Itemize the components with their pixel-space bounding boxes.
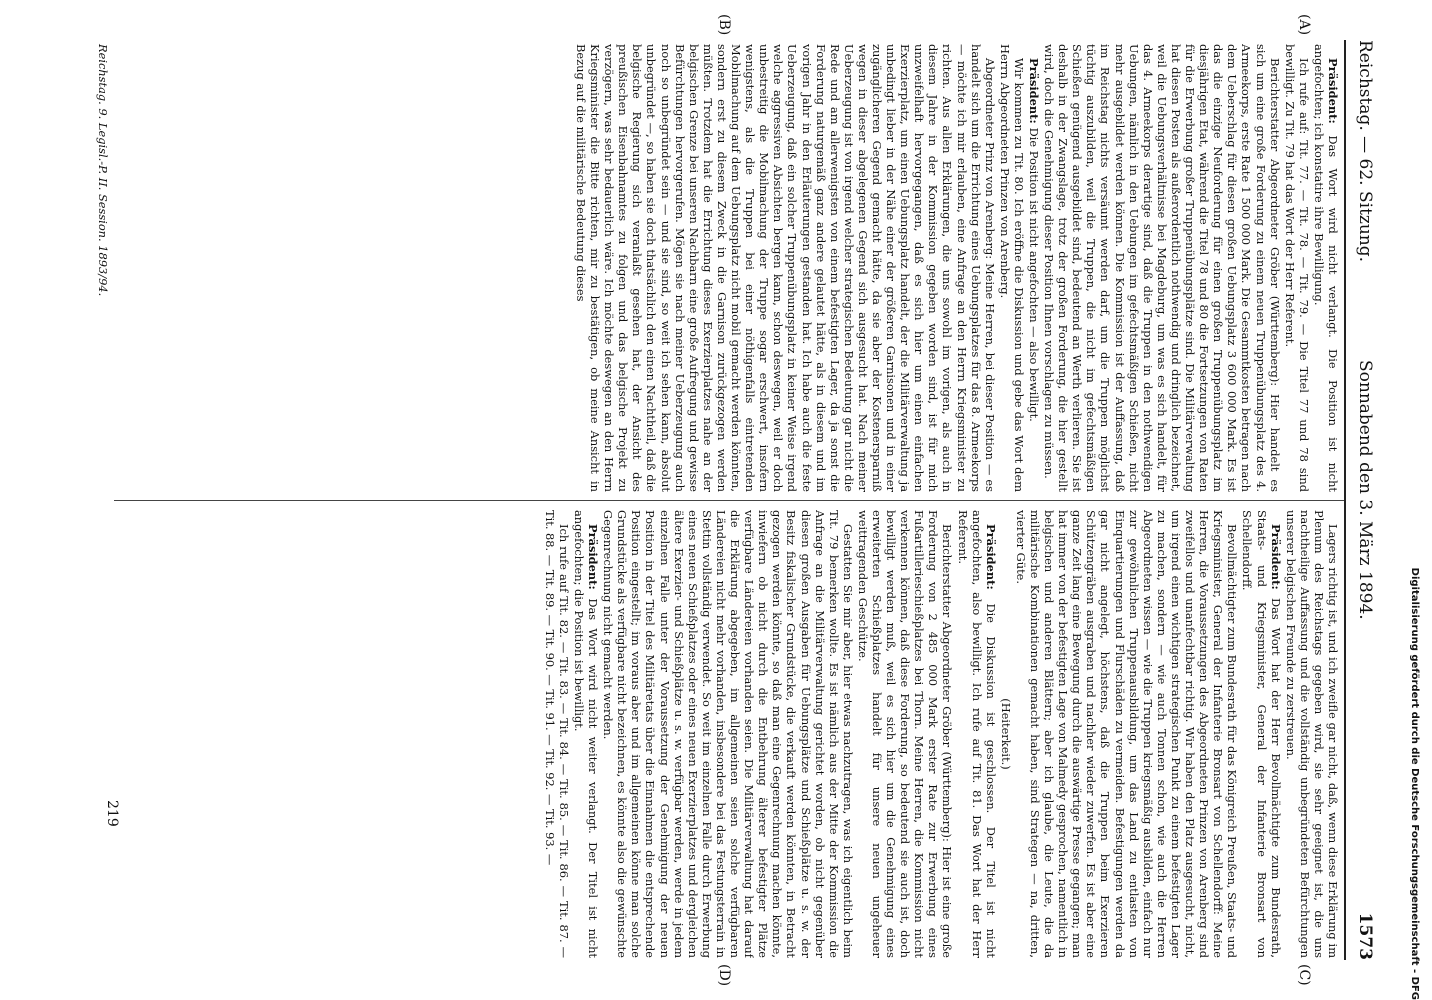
paragraph — [1014, 510, 1240, 958]
margin-marker-b: (B) — [716, 14, 732, 36]
margin-marker-d: (D) — [716, 964, 732, 987]
dfg-sidebar — [1393, 0, 1432, 1000]
paragraph — [1284, 510, 1340, 958]
paragraph — [1240, 510, 1282, 958]
paragraph-text: Bevollmächtigter zum Bundesrath für das Königreich Preußen, Staats- und Kriegsminister, General der Infanterie Bronsart von Schellendorff: Meine Herren, die Voraussetzungen des Abgeordneten Prinzen von Arenberg sind zweifellos und unanfechtbar richtig. Wir haben den Platz ausgesucht, nicht, um irgend einen wichtigen strategischen Punkt zu einem befestigten Lager zu machen, sondern — wie auch Tonnen schon, wie auch die Herren Abgeordneten wissen — wie die Truppen kriegsmäßig ausbilden, einfach nur zur gewöhnlichen Truppenausbildung, um das Land zu entlasten von Einquartierungen und Flurschäden zu vermeiden. Befestigungen werden da gar nicht angelegt, höchstens, daß die Truppen beim Exerzieren Schützengräben ausgraben und nachher wieder zuwerfen. Es ist aber eine ganze Zeit lang eine Bewegung durch die auswärtige Presse gegangen; man hat immer von der befestigten Lage von Malmedy gesprochen, namentlich in belgischen und anderen Blättern; aber ich glaube, die Leute, die da militärische Kombinationen gemacht haben, sind Strategen — na, dritten, vierter Güte. — [1013, 510, 1240, 958]
paragraph — [955, 510, 997, 958]
paragraph-text: Ich rufe auf: Tit. 77. — Tit. 78. — Tit. 79. — Die Titel 77 und 78 sind bewilligt. Zu Tit. 79 hat das Wort der Herr Referent. — [1282, 44, 1311, 492]
paragraph — [543, 510, 571, 958]
margin-marker-c: (C) — [1296, 964, 1312, 986]
paragraph-text: Ich rufe auf Tit. 82. — Tit. 83. — Tit. 84. — Tit. 85. — Tit. 86. — Tit. 87. — Tit. 88. — Tit. 89. — Tit. 90. — Tit. 91. — Tit. 92. — Tit. 93. — — [542, 510, 571, 958]
page-number: 1573 — [1355, 912, 1375, 960]
speaker-label: Präsident: — [1027, 58, 1042, 128]
header-left: Reichstag. — 62. Sitzung. — [1355, 40, 1375, 263]
paragraph — [1027, 44, 1041, 492]
paragraph — [856, 510, 955, 958]
paragraph — [1042, 44, 1282, 492]
paragraph-text: Die Position ist nicht angefochten — also bewilligt. — [1027, 127, 1042, 422]
column-rule — [114, 500, 1344, 501]
paragraph-text: Das Wort hat der Herr Bevollmächtigte zum Bundesrath, Staats- und Kriegsminister, General der Infanterie Bronsart von Schellendorff. — [1240, 510, 1283, 958]
left-text-column — [120, 44, 1340, 492]
paragraph-text: Abgeordneter Prinz von Arenberg: Meine Herren, bei dieser Position — es handelt sich um die Errichtung eines Uebungsplatzes für das 8. Armeekorps — möchte ich mir erlauben, eine Anfrage an den Herrn Kriegsminister zu richten. Aus allen Erklärungen, die uns sowohl im vorigen, als auch in diesem Jahre in der Kommission gegeben worden sind, ist für mich unzweifelhaft hervorgegangen, daß es sich hier um einen einfachen Exerzierplatz, um einen Uebungsplatz handelt, der die Militärverwaltung ja unbedingt lieber in der Nähe einer der größeren Garnisonen und in einer zugänglicheren Gegend gemacht hätte, da sie aber der Kostenersparniß wegen in dieser abgelegenen Gegend sich ausgesucht hat. Nach meiner Ueberzeugung ist von irgend welcher strategischen Bedeutung gar nicht die Rede und am allerwenigsten von einem befestigten Lager, da ja sonst die Forderung naturgemäß ganz andere gelautet hätte, als in diesem und im vorigen Jahr in den Erläuterungen gestanden hat. Ich habe auch die feste Ueberzeugung, daß ein solcher Truppenübungsplatz in keiner Weise irgend welche aggressiven Absichten bergen kann, schon deswegen, weil er doch unbestreitig die Mobilmachung der Truppe sogar erschwert, insofern wenigstens, als die Truppen bei einer nöthigenfalls eintretenden Mobilmachung auf dem Uebungsplatz nicht mobil gemacht werden könnten, sondern erst zu diesem Zweck in die Garnison zurückgezogen werden müßten. Trotzdem hat die Errichtung dieses Exerzierplatzes nahe an der belgischen Grenze bei unseren Nachbarn eine große Aufregung und gewisse Befürchtungen hervorgerufen. Mögen sie nach meiner Ueberzeugung auch noch so unbegründet sein — und sie sind, so weit ich sehen kann, absolut unbegründet —, so haben sie doch thatsächlich den einen Nachtheil, daß die belgische Regierung sich veranlaßt gesehen hat, der Ansicht des preußischen Eisenbahnamtes zu folgen und das belgische Projekt zu verzögern, was sehr bedauerlich wäre. Ich möchte deswegen an den Herrn Kriegsminister die Bitte richten, mir zu bestätigen, ob meine Ansicht in Bezug auf die militärische Bedeutung dieses — [574, 44, 997, 492]
paragraph-text: Das Wort wird nicht verlangt. Die Position ist nicht angefochten; ich konstatire ihre Bewilligung. — [1311, 44, 1340, 492]
paragraph-text: Das Wort wird nicht weiter verlangt. Der Titel ist nicht angefochten; die Position ist bewilligt. — [572, 510, 601, 958]
paragraph-text: Wir kommen zu Tit. 80. Ich eröffne die Diskussion und gebe das Wort dem Herrn Abgeordneten Prinzen von Arenberg. — [997, 44, 1026, 492]
paragraph-text: Die Diskussion ist geschlossen. Der Titel ist nicht angefochten, also bewilligt. Ich rufe auf Tit. 81. Das Wort hat der Herr Referent. — [955, 510, 998, 958]
dfg-funding-note: Digitalisierung gefördert durch die Deutsche Forschungsgemeinschaft - DFG — [1409, 567, 1420, 1000]
paragraph — [572, 510, 600, 958]
paragraph — [999, 510, 1013, 958]
paragraph-text: Berichterstatter Abgeordneter Gröber (Württemberg): Hier handelt es sich um eine große Forderung zu einem neuen Truppenübungsplatz des 4. Armeekorps, erste Rate 1 500 000 Mark. Die Gesammtkosten betragen nach dem Ueberschlag für diesen großen Uebungsplatz 3 600 000 Mark. Es ist das die einzige Neuforderung für einen großen Truppenübungsplatz im diesjährigen Etat, während die Titel 78 und 80 die Fortsetzungen von Raten für die Erwerbung großer Truppenübungsplätze sind. Die Militärverwaltung hat diesen Posten als außerordentlich nothwendig und dringlich bezeichnet, weil die Uebungsverhältnisse bei Magdeburg, um was es sich handelt, für das 4. Armeekorps derartige sind, daß die Truppen in den nothwendigen Uebungen, nämlich in den Uebungen im gefechtsmäßigen Schießen, nicht mehr ausgebildet werden können. Die Kommission ist der Auffassung, daß im Reichstag nichts versäumt werden darf, um die Truppen möglichst tüchtig auszubilden, weil die Truppen, die nicht im gefechtsmäßigen Schießen genügend ausgebildet sind, bedeutend an Werth verlieren. Sie ist deshalb in der Zwangslage, trotz der großen Forderung, die hier gestellt wird, doch die Genehmigung dieser Position Ihnen vorschlagen zu müssen. — [1042, 44, 1282, 492]
speaker-label: Präsident: — [586, 524, 601, 599]
paragraph — [998, 44, 1026, 492]
paragraph — [574, 44, 997, 492]
paragraph — [1312, 44, 1340, 492]
footer-session: Reichstag. 9. Legisl.-P. II. Session. 1893/94. — [96, 44, 110, 297]
speaker-label: Präsident: — [1326, 58, 1340, 136]
paragraph — [601, 510, 855, 958]
header-date: Sonnabend den 3. März 1894. — [1355, 360, 1375, 620]
paragraph-text: Berichterstatter Abgeordneter Gröber (Württemberg): Hier ist eine große Forderung von 2 485 000 Mark erster Rate zur Erwerbung eines Fußartillerieschießplatzes bei Thorn. Meine Herren, die Kommission nicht verkennen können, daß diese Forderung, so bedeutend sie auch ist, doch bewilligt werden muß, weil es sich hier um die Genehmigung eines erweiterten Schießplatzes handelt für unsere neuen ungeheuer weittragenden Geschütze. — [855, 510, 955, 958]
speaker-label: Präsident: — [1268, 524, 1283, 598]
right-text-column — [120, 510, 1340, 958]
page-header — [1350, 40, 1380, 960]
paragraph-text: Gestatten Sie mir aber, hier etwas nachzutragen, was ich eigentlich beim Tit. 79 bemerken wollte. Es ist nämlich aus der Mitte der Kommission die Anfrage an die Militärverwaltung gerichtet worden, ob nicht gegenüber diesen großen Ausgaben für Uebungsplätze und Schießplätze u. s. w. der Besitz fiskalischer Grundstücke, die verkauft werden könnten, in Betracht gezogen werden könnte, so daß man eine Gegenrechnung machen könnte, inwiefern ob nicht durch die Entbehrung älterer befestigter Plätze verfügbare Ländereien vorhanden seien. Die Militärverwaltung hat darauf die Erklärung abgegeben, im allgemeinen seien solche verfügbaren Ländereien nicht mehr vorhanden, insbesondere bei das Festungsterrain in Stettin vollständig verwendet. So weit im einzelnen Falle durch Erwerbung eines neuen Schießplatzes oder eines neuen Exerzierplatzes und dergleichen ältere Exerzier- und Schießplätze u. s. w. verfügbar werden, werde in jedem einzelnen Falle unter der Voraussetzung der Genehmigung der neuen Position in der Titel des Militäretats über die Einnahmen die entsprechende Position eingestellt; im voraus aber und im allgemeinen könne man solche Grundstücke als verfügbare nicht bezeichnen, es könnte also die gewünschte Gegenrechnung nicht gemacht werden. — [601, 510, 855, 958]
speaker-label: Präsident: — [983, 524, 998, 604]
paragraph-text: Lagers richtig ist, und ich zweifle gar nicht, daß, wenn diese Erklärung im Plenum des Reichstags gegeben wird, sie sehr geeignet ist, die uns nachtheilige Auffassung und die vollständig unbegründeten Befürchtungen unserer belgischen Freunde zu zerstreuen. — [1283, 510, 1340, 958]
paragraph-text: (Heiterkeit.) — [998, 698, 1013, 770]
paragraph — [1283, 44, 1311, 492]
margin-marker-a: (A) — [1296, 14, 1312, 36]
page-signature: 219 — [104, 800, 120, 827]
header-rule — [1344, 40, 1346, 960]
